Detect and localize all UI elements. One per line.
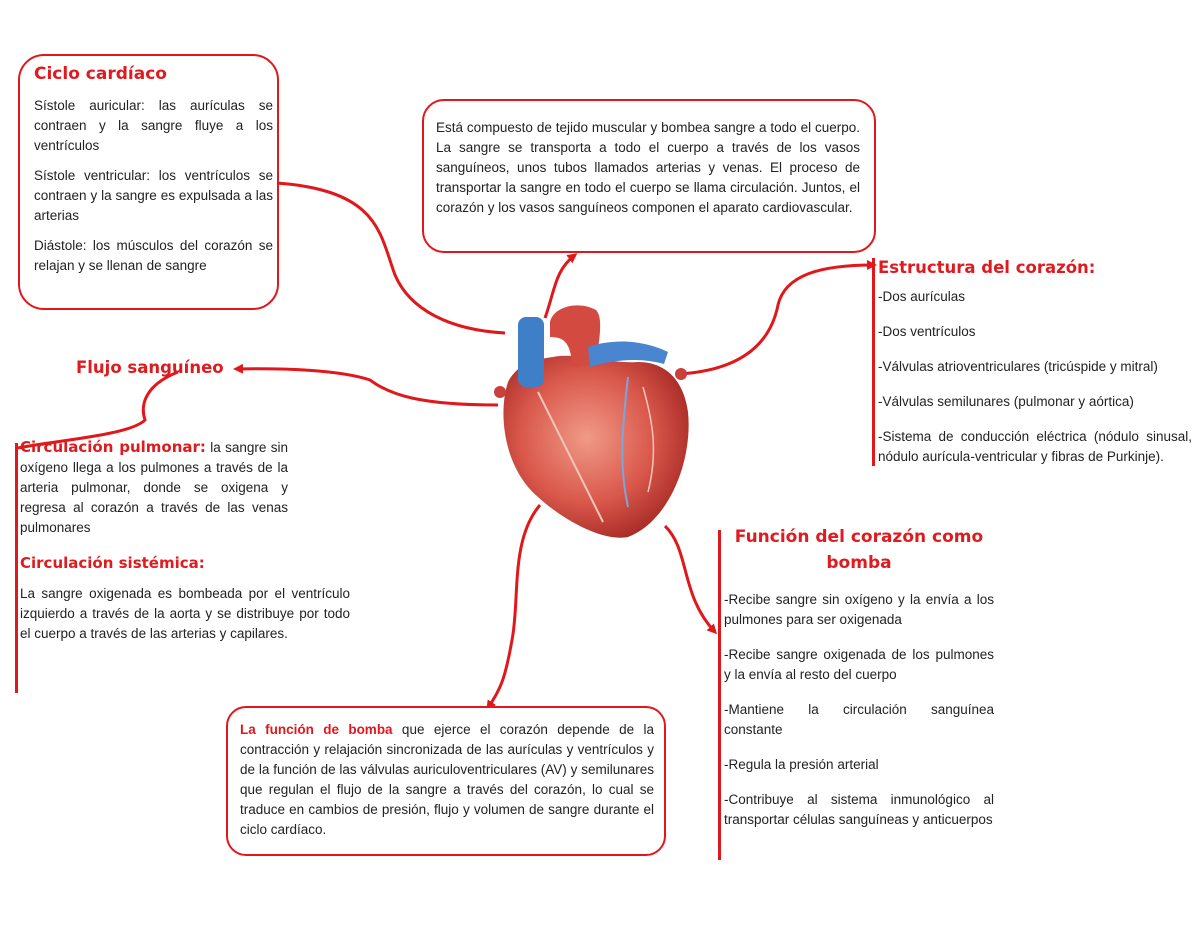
estructura-title: Estructura del corazón: (878, 258, 1096, 277)
flujo-section (20, 437, 350, 644)
funcion-title: Función del corazón como bomba (734, 527, 984, 573)
funcion-section (724, 524, 994, 830)
vessel-end (675, 368, 687, 380)
ciclo-cardiaco-title: Ciclo cardíaco (34, 64, 167, 84)
pulmonar-title: Circulación pulmonar: (20, 438, 206, 456)
link-estructura (680, 265, 874, 374)
ciclo-cardiaco-box (18, 54, 279, 310)
pulmonar-text: la sangre sin oxígeno llega a los pulmones a través de la arteria pulmonar, donde se oxigena y regresa al corazón a través de las venas pulmonares (20, 440, 288, 535)
funcion-item: -Recibe sangre sin oxígeno y la envía a los pulmones para ser oxigenada (724, 592, 994, 627)
vena-cava (518, 317, 544, 387)
vessel-end (494, 386, 506, 398)
estructura-item: -Sistema de conducción eléctrica (nódulo sinusal, nódulo aurícula-ventricular y fibras de Purkinje). (878, 429, 1192, 464)
ciclo-item: Sístole ventricular: los ventrículos se contraen y la sangre es expulsada a las arterias (34, 168, 273, 223)
bomba-text: que ejerce el corazón depende de la contracción y relajación sincronizada de las aurículas y ventrículos y de la función de las válvulas auriculoventriculares (AV) y semilunares que regulan el flujo de la sangre a través del corazón, lo cual se traduce en cambios de presión, flujo y volumen de sangre durante el ciclo cardíaco. (240, 722, 654, 837)
funcion-item: -Mantiene la circulación sanguínea constante (724, 702, 994, 737)
funcion-item: -Recibe sangre oxigenada de los pulmones y la envía al resto del cuerpo (724, 647, 994, 682)
estructura-item: -Válvulas semilunares (pulmonar y aórtica) (878, 394, 1134, 409)
heart-illustration (478, 292, 703, 547)
estructura-section (878, 258, 1192, 467)
bomba-box (226, 706, 666, 856)
intro-box (422, 99, 876, 253)
estructura-item: -Dos ventrículos (878, 324, 976, 339)
flujo-title: Flujo sanguíneo (76, 358, 224, 377)
flujo-bar (15, 443, 18, 693)
estructura-item: -Dos aurículas (878, 289, 966, 304)
estructura-bar (872, 258, 875, 466)
funcion-bar (718, 530, 721, 860)
sistemica-text: La sangre oxigenada es bombeada por el ventrículo izquierdo a través de la aorta y se distribuye por todo el cuerpo a través de las arterias y capilares. (20, 586, 350, 641)
ciclo-item: Diástole: los músculos del corazón se relajan y se llenan de sangre (34, 238, 273, 273)
intro-text: Está compuesto de tejido muscular y bombea sangre a todo el cuerpo. La sangre se transporta a todo el cuerpo a través de los vasos sanguíneos, unos tubos llamados arterias y venas. El proceso de transportar la sangre en todo el cuerpo se llama circulación. Juntos, el corazón y los vasos sanguíneos componen el aparato cardiovascular. (436, 120, 860, 215)
bomba-bold: La función de bomba (240, 722, 393, 737)
funcion-item: -Contribuye al sistema inmunológico al transportar células sanguíneas y anticuerpos (724, 792, 994, 827)
sistemica-title: Circulación sistémica: (20, 554, 205, 572)
estructura-item: -Válvulas atrioventriculares (tricúspide y mitral) (878, 359, 1158, 374)
link-flujo (236, 369, 498, 405)
ciclo-item: Sístole auricular: las aurículas se contraen y la sangre fluye a los ventrículos (34, 98, 273, 153)
funcion-item: -Regula la presión arterial (724, 757, 879, 772)
